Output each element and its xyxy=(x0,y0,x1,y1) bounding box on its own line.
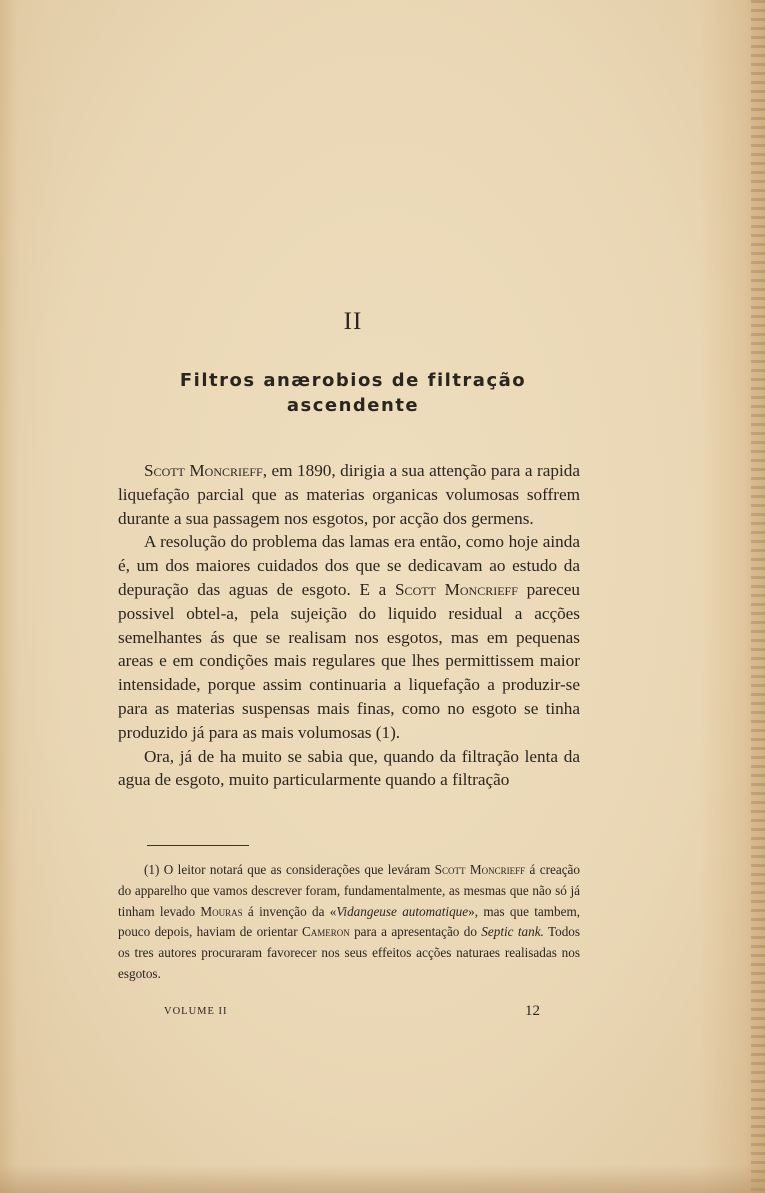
footnote-text-c: á invenção da « xyxy=(242,903,337,919)
footnote-author-2: Mouras xyxy=(200,903,243,919)
paragraph-2 xyxy=(118,530,580,744)
footnote-paragraph xyxy=(118,860,580,985)
paragraph-2-text-b: pareceu possivel obtel-a, pela sujeição do liquido residual a acções semelhantes ás que se realisam nos esgotos, mas em pequenas areas e em condições mais regulares que lhes permittissem maior intensidade, porque assim continuaria a liquefação a produzir-se para as materias suspensas mais finas, como no esgoto se tinha produzido já para as mais volumosas (1). xyxy=(118,579,580,742)
paragraph-1-text: , em 1890, dirigia a sua attenção para a rapida liquefação parcial que as materias organicas volumosas soffrem durante a sua passagem nos esgotos, por acção dos germens. xyxy=(118,461,581,528)
footnote-italic-2: Septic tank. xyxy=(481,924,544,940)
paragraph-1 xyxy=(118,459,580,530)
footnote-text-a: (1) O leitor notará que as considerações que leváram xyxy=(144,862,435,877)
footnote-text-d: », mas que tambem, pouco depois, haviam de orientar xyxy=(118,903,581,940)
signature-mark: 12 xyxy=(525,1003,540,1019)
volume-label: VOLUME II xyxy=(164,1006,228,1017)
footnote-text-f: Todos os tres autores procuraram favorecer nos seus effeitos acções naturaes realisadas nos esgotos. xyxy=(118,924,581,981)
body-text xyxy=(118,459,580,792)
chapter-title xyxy=(0,368,706,418)
paragraph-3: Ora, já de ha muito se sabia que, quando da filtração lenta da agua de esgoto, muito particularmente quando a filtração xyxy=(118,746,580,790)
footnote-text-b: á creação do apparelho que vamos descrever foram, fundamentalmente, as mesmas que não só já tinham levado xyxy=(118,862,581,919)
chapter-title-line-1: Filtros anærobios de filtração xyxy=(179,370,527,391)
chapter-title-line-2: ascendente xyxy=(286,395,420,416)
author-name: Scott Moncrieff xyxy=(395,579,518,599)
chapter-number: II xyxy=(343,308,363,335)
footnote-italic-1: Vidangeuse automatique xyxy=(336,903,469,919)
footnote-author-1: Scott Moncrieff xyxy=(434,862,526,877)
footnote-text-e: para a apresentação do xyxy=(349,924,482,940)
footnote-rule xyxy=(147,845,249,846)
footnote-author-3: Cameron xyxy=(301,924,350,940)
page-edge-right xyxy=(751,0,765,1193)
paragraph-2-text-a: A resolução do problema das lamas era então, como hoje ainda é, um dos maiores cuidados dos que se dedicavam ao estudo da depuração das aguas de esgoto. E a xyxy=(118,532,580,599)
page-footer xyxy=(160,1003,540,1023)
page-edge-bottom xyxy=(0,1165,765,1193)
footnote xyxy=(118,860,580,985)
author-name: Scott Moncrieff xyxy=(144,461,263,480)
